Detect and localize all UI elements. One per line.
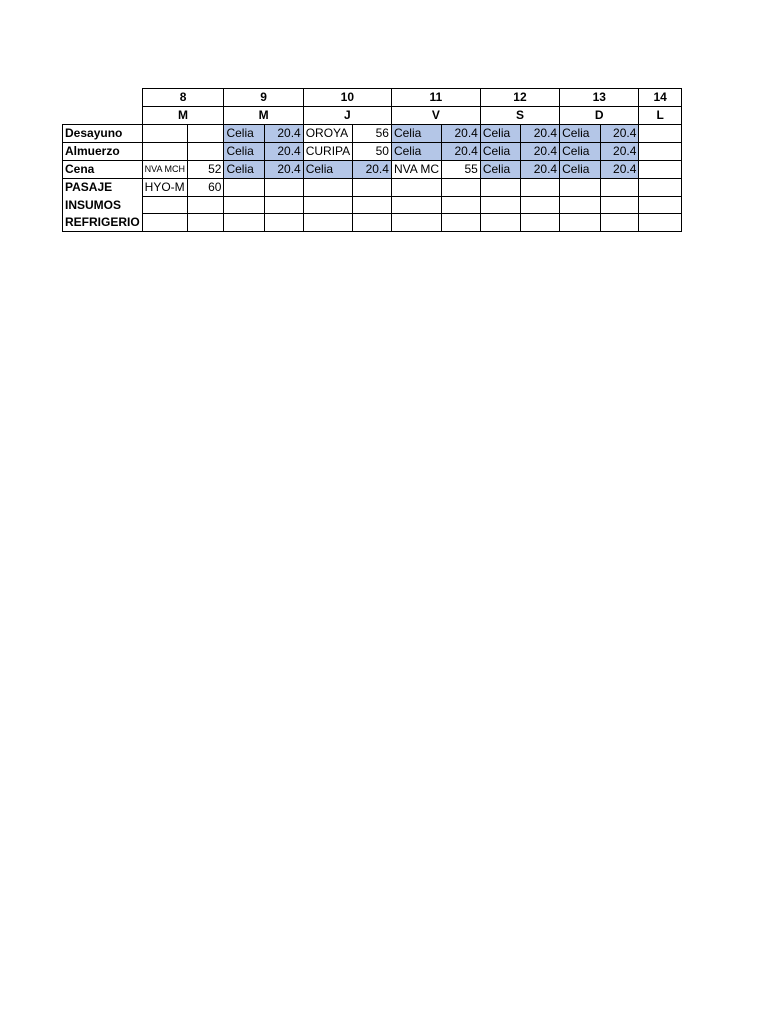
day-number-cell[interactable]: 10 bbox=[303, 89, 391, 107]
cell-text[interactable] bbox=[639, 125, 682, 143]
cell-text[interactable]: Celia bbox=[391, 143, 441, 161]
cell-value[interactable] bbox=[600, 179, 639, 197]
day-number-cell[interactable]: 13 bbox=[560, 89, 639, 107]
cell-text[interactable] bbox=[391, 197, 441, 214]
cell-text[interactable]: HYO-M bbox=[142, 179, 187, 197]
day-letter-cell[interactable]: D bbox=[560, 107, 639, 125]
cell-value[interactable] bbox=[442, 197, 481, 214]
cell-value[interactable] bbox=[188, 125, 224, 143]
cell-text[interactable] bbox=[480, 214, 520, 232]
cell-text[interactable] bbox=[560, 179, 600, 197]
cell-text[interactable]: OROYA bbox=[303, 125, 352, 143]
spreadsheet-print-area bbox=[62, 88, 682, 238]
cell-text[interactable] bbox=[303, 197, 352, 214]
cell-value[interactable]: 20.4 bbox=[264, 143, 303, 161]
cell-text[interactable]: Celia bbox=[224, 161, 264, 179]
row-label[interactable]: Almuerzo bbox=[63, 143, 143, 161]
cell-value[interactable] bbox=[188, 143, 224, 161]
cell-value[interactable] bbox=[353, 179, 392, 197]
cell-value[interactable] bbox=[353, 197, 392, 214]
cell-text[interactable] bbox=[224, 179, 264, 197]
cell-text[interactable] bbox=[142, 197, 187, 214]
row-label[interactable]: Cena bbox=[63, 161, 143, 179]
day-letter-cell[interactable]: L bbox=[639, 107, 682, 125]
day-number-cell[interactable]: 8 bbox=[142, 89, 224, 107]
cell-text[interactable]: Celia bbox=[391, 125, 441, 143]
meal-expense-table bbox=[62, 88, 682, 232]
day-letter-cell[interactable]: S bbox=[480, 107, 559, 125]
cell-value[interactable]: 52 bbox=[188, 161, 224, 179]
cell-value[interactable] bbox=[188, 197, 224, 214]
day-letter-cell[interactable]: M bbox=[142, 107, 224, 125]
day-number-row bbox=[63, 89, 682, 107]
day-number-cell[interactable]: 12 bbox=[480, 89, 559, 107]
table-row bbox=[63, 125, 682, 143]
cell-value[interactable]: 20.4 bbox=[353, 161, 392, 179]
cell-text[interactable]: Celia bbox=[480, 143, 520, 161]
cell-text[interactable] bbox=[560, 214, 600, 232]
cell-text[interactable] bbox=[639, 161, 682, 179]
table-row bbox=[63, 179, 682, 197]
cell-value[interactable] bbox=[442, 214, 481, 232]
cell-text[interactable] bbox=[391, 179, 441, 197]
day-number-cell[interactable]: 11 bbox=[391, 89, 480, 107]
cell-text[interactable] bbox=[142, 214, 187, 232]
cell-value[interactable]: 20.4 bbox=[521, 161, 560, 179]
cell-value[interactable]: 55 bbox=[442, 161, 481, 179]
cell-text[interactable]: Celia bbox=[560, 125, 600, 143]
cell-value[interactable] bbox=[442, 179, 481, 197]
cell-text[interactable] bbox=[480, 179, 520, 197]
cell-value[interactable] bbox=[188, 214, 224, 232]
cell-text[interactable] bbox=[639, 143, 682, 161]
day-number-cell[interactable]: 14 bbox=[639, 89, 682, 107]
cell-value[interactable]: 20.4 bbox=[521, 143, 560, 161]
day-letter-cell[interactable]: V bbox=[391, 107, 480, 125]
cell-value[interactable] bbox=[600, 197, 639, 214]
cell-value[interactable] bbox=[264, 179, 303, 197]
cell-text[interactable] bbox=[224, 214, 264, 232]
cell-value[interactable]: 20.4 bbox=[600, 161, 639, 179]
cell-value[interactable] bbox=[264, 197, 303, 214]
cell-value[interactable] bbox=[521, 179, 560, 197]
cell-value[interactable]: 50 bbox=[353, 143, 392, 161]
cell-value[interactable]: 20.4 bbox=[600, 143, 639, 161]
row-label[interactable]: INSUMOS bbox=[63, 197, 143, 214]
cell-text[interactable]: Celia bbox=[560, 161, 600, 179]
cell-text[interactable]: NVA MCH bbox=[142, 161, 187, 179]
cell-text[interactable]: Celia bbox=[480, 125, 520, 143]
cell-value[interactable]: 20.4 bbox=[442, 143, 481, 161]
cell-text[interactable] bbox=[391, 214, 441, 232]
cell-value[interactable]: 60 bbox=[188, 179, 224, 197]
table-row bbox=[63, 214, 682, 232]
table-row bbox=[63, 197, 682, 214]
cell-text[interactable] bbox=[142, 143, 187, 161]
cell-text[interactable] bbox=[639, 179, 682, 197]
cell-value[interactable]: 20.4 bbox=[442, 125, 481, 143]
cell-value[interactable]: 20.4 bbox=[264, 161, 303, 179]
cell-text[interactable] bbox=[560, 197, 600, 214]
cell-text[interactable]: CURIPA bbox=[303, 143, 352, 161]
cell-value[interactable]: 20.4 bbox=[600, 125, 639, 143]
cell-text[interactable] bbox=[639, 214, 682, 232]
cell-text[interactable] bbox=[639, 197, 682, 214]
table-row bbox=[63, 161, 682, 179]
cell-value[interactable] bbox=[600, 214, 639, 232]
table-row bbox=[63, 143, 682, 161]
cell-value[interactable]: 20.4 bbox=[264, 125, 303, 143]
corner-cell bbox=[63, 89, 143, 107]
cell-text[interactable]: Celia bbox=[560, 143, 600, 161]
day-letter-cell[interactable]: M bbox=[224, 107, 303, 125]
cell-text[interactable]: Celia bbox=[480, 161, 520, 179]
cell-text[interactable]: Celia bbox=[224, 125, 264, 143]
corner-cell bbox=[63, 107, 143, 125]
cell-value[interactable]: 56 bbox=[353, 125, 392, 143]
cell-text[interactable] bbox=[142, 125, 187, 143]
cell-text[interactable]: Celia bbox=[303, 161, 352, 179]
row-label[interactable]: REFRIGERIO bbox=[63, 214, 143, 232]
day-number-cell[interactable]: 9 bbox=[224, 89, 303, 107]
cell-value[interactable] bbox=[521, 214, 560, 232]
day-letter-cell[interactable]: J bbox=[303, 107, 391, 125]
row-label[interactable]: Desayuno bbox=[63, 125, 143, 143]
row-label[interactable]: PASAJE bbox=[63, 179, 143, 197]
cell-text[interactable] bbox=[480, 197, 520, 214]
cell-text[interactable]: Celia bbox=[224, 143, 264, 161]
cell-value[interactable] bbox=[353, 214, 392, 232]
cell-value[interactable] bbox=[521, 197, 560, 214]
cell-text[interactable] bbox=[303, 214, 352, 232]
cell-text[interactable]: NVA MC bbox=[391, 161, 441, 179]
day-letter-row bbox=[63, 107, 682, 125]
cell-text[interactable] bbox=[303, 179, 352, 197]
cell-value[interactable]: 20.4 bbox=[521, 125, 560, 143]
cell-text[interactable] bbox=[224, 197, 264, 214]
cell-value[interactable] bbox=[264, 214, 303, 232]
